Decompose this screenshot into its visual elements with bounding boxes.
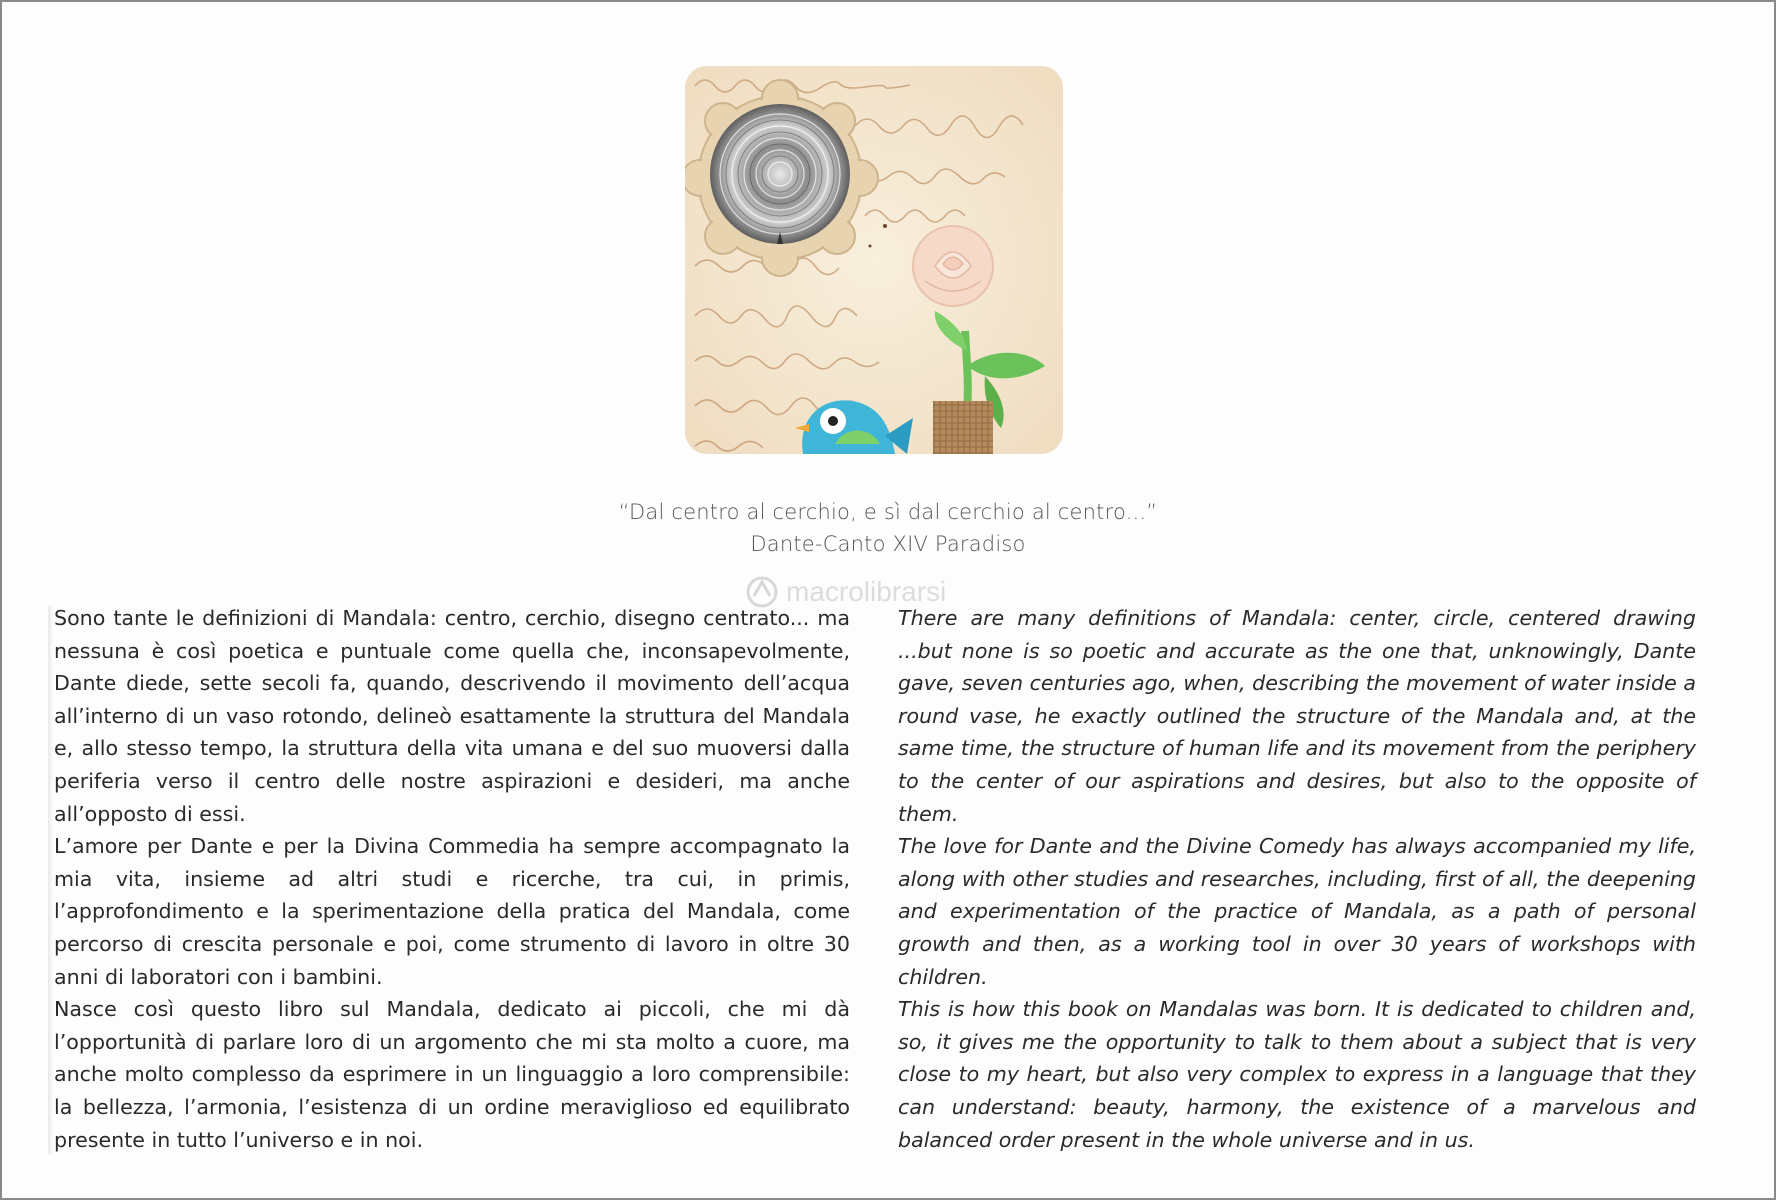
italian-paragraph: Sono tante le definizioni di Mandala: centro, cerchio, disegno centrato... ma nessuna è così poetica e puntuale come quella che, inconsapevolmente, Dante diede, sette secoli fa, quando, descrivendo il movimento dell’acqua all’interno di un vaso rotondo, delineò esattamente la struttura del Mandala e, allo stesso tempo, la struttura della vita umana e del suo muoversi dalla periferia verso il centro delle nostre aspirazioni e desideri, ma anche all’opposto di essi. [54, 606, 850, 826]
english-paragraph: There are many definitions of Mandala: center, circle, centered drawing ...but none is so poetic and accurate as the one that, unknowingly, Dante gave, seven centuries ago, when, describing the movement of water inside a round vase, he exactly outlined the structure of the Mandala and, at the same time, the structure of human life and its movement from the periphery to the center of our aspirations and desires, but also to the opposite of them. [898, 606, 1696, 826]
watermark-text: macrolibrarsi [786, 576, 947, 607]
burlap-pot [933, 401, 993, 454]
caption-quote: “Dal centro al cerchio, e sì dal cerchio al centro...” [618, 500, 1158, 524]
mandala-collage-icon [685, 66, 1063, 454]
italian-text-column [54, 602, 850, 1156]
gray-mandala-circle [710, 104, 850, 244]
italian-paragraph: Nasce così questo libro sul Mandala, dedicato ai piccoli, che mi dà l’opportunità di parlare loro di un argomento che mi sta molto a cuore, ma anche molto complesso da esprimere in un linguaggio a loro comprensibile: la bellezza, l’armonia, l’esistenza di un ordine meraviglioso ed equilibrato presente in tutto l’universo e in noi. [54, 997, 850, 1152]
italian-paragraph: L’amore per Dante e per la Divina Commedia ha sempre accompagnato la mia vita, insieme ad altri studi e ricerche, tra cui, in primis, l’approfondimento e la sperimentazione della pratica del Mandala, come percorso di crescita personale e poi, come strumento di lavoro in oltre 30 anni di laboratori con i bambini. [54, 834, 850, 989]
english-text-column [898, 602, 1696, 1156]
small-dot [883, 224, 887, 228]
english-paragraph: This is how this book on Mandalas was born. It is dedicated to children and, so, it gives me the opportunity to talk to them about a subject that is very close to my heart, but also very complex to express in a language that they can understand: beauty, harmony, the existence of a marvelous and balanced order present in the whole universe and in us. [898, 997, 1696, 1152]
caption-source: Dante-Canto XIV Paradiso [750, 532, 1026, 556]
english-paragraph: The love for Dante and the Divine Comedy has always accompanied my life, along with other studies and researches, including, first of all, the deepening and experimentation of the practice of Mandala, as a path of personal growth and then, as a working tool in over 30 years of workshops with children. [898, 834, 1696, 989]
small-dot [869, 245, 872, 248]
mandala-collage-illustration [685, 66, 1063, 454]
